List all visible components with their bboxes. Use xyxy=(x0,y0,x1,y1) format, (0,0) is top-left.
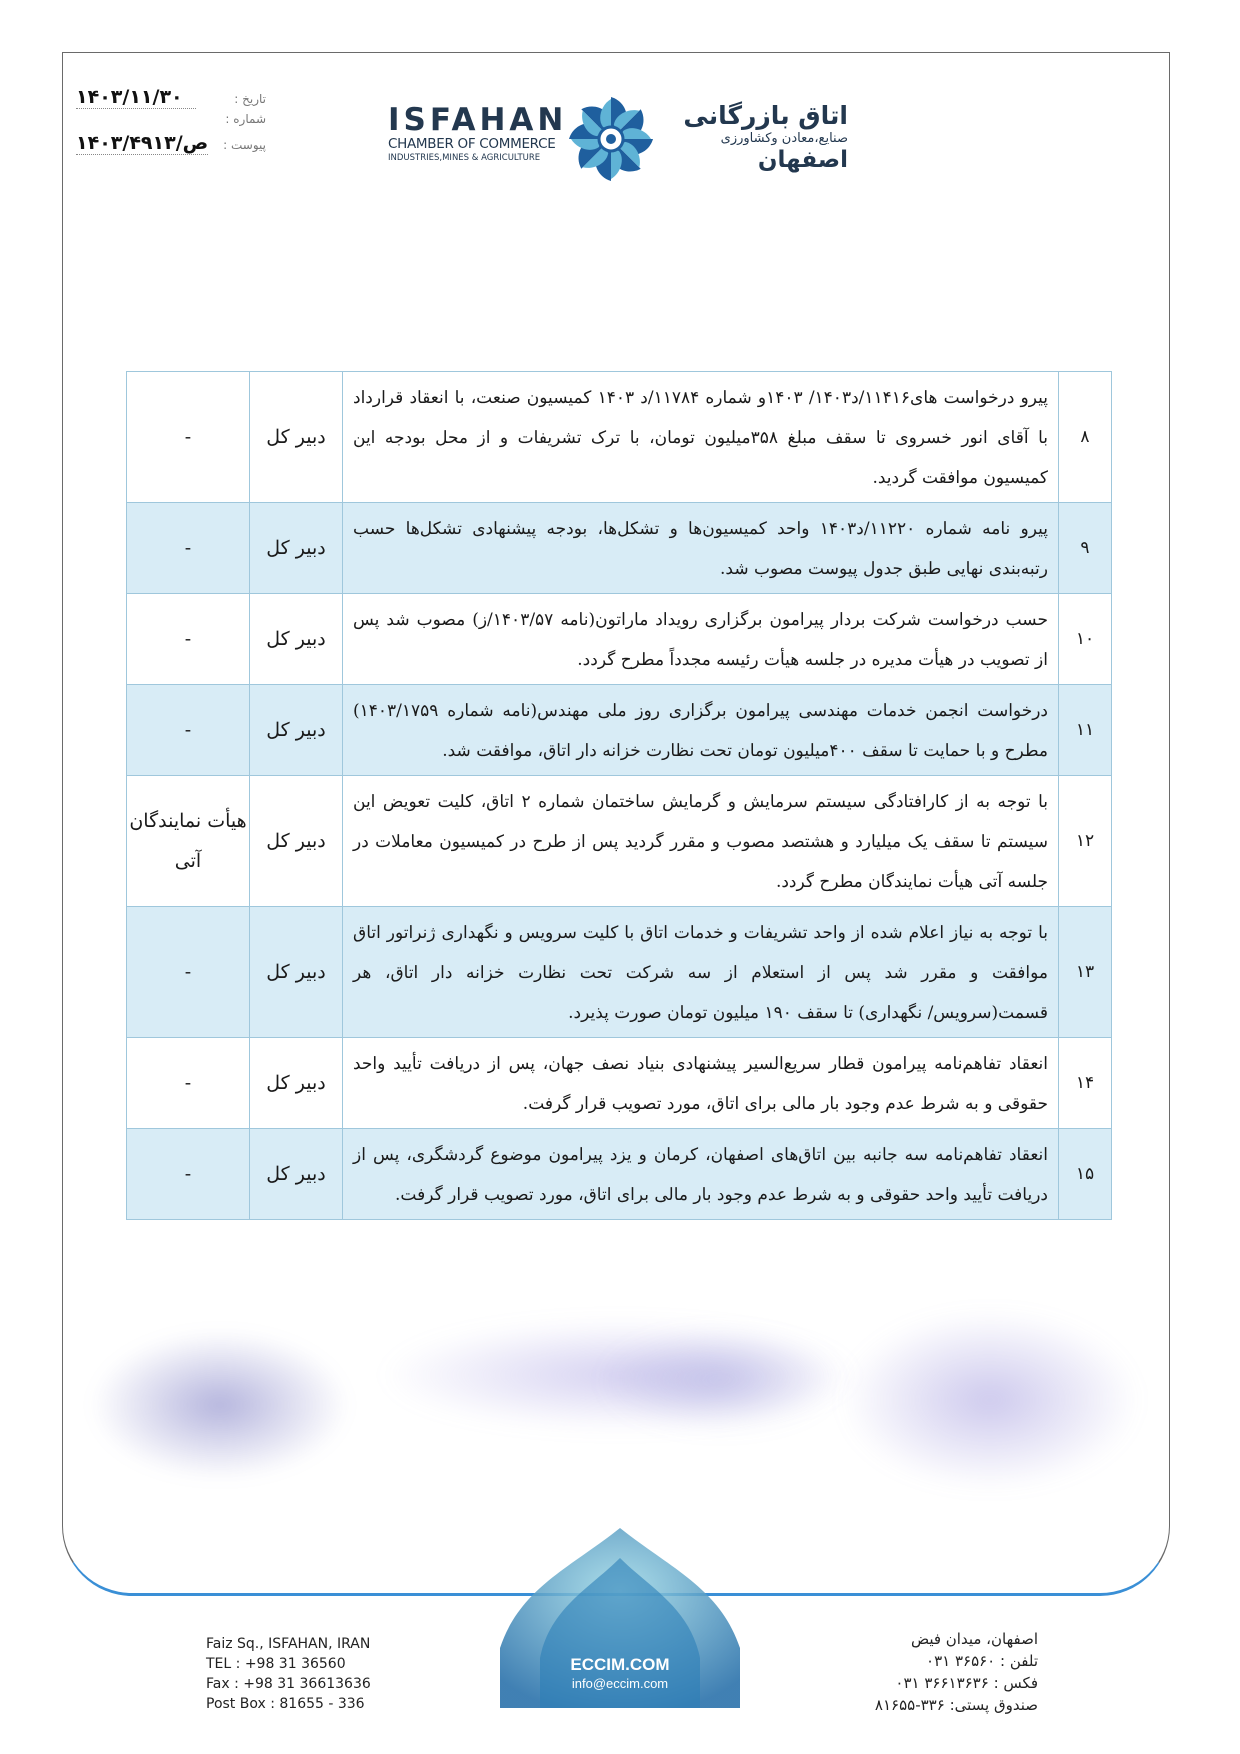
resolutions-table xyxy=(126,371,1112,1220)
row-text: انعقاد تفاهم‌نامه سه جانبه بین اتاق‌های اصفهان، کرمان و یزد پیرامون موضوع گردشگری، پس از دریافت تأیید واحد حقوقی و به شرط عدم وجود بار مالی برای اتاق، مورد تصویب قرار گرفت. xyxy=(343,1129,1059,1220)
number-row xyxy=(76,112,266,132)
logo-en-title: ISFAHAN xyxy=(388,102,568,138)
row-number: ۱۱ xyxy=(1059,685,1112,776)
footer-site: ECCIM.COM xyxy=(570,1655,670,1674)
row-text: پیرو نامه شماره ۱۱۲۲۰/د۱۴۰۳ واحد کمیسیون‌ها و تشکل‌ها، بودجه پیشنهادی تشکل‌ها حسب رتبه‌بندی نهایی طبق جدول پیوست مصوب شد. xyxy=(343,503,1059,594)
row-responsible: دبیر کل xyxy=(250,503,343,594)
row-number: ۱۲ xyxy=(1059,776,1112,907)
row-note: - xyxy=(127,503,250,594)
table-row xyxy=(127,907,1112,1038)
footer-fa-fax: ۰۳۱ ۳۶۶۱۳۶۳۶ xyxy=(895,1674,989,1692)
footer-en-pobox: Post Box : 81655 - 336 xyxy=(206,1696,365,1712)
footer-en-address: Faiz Sq., ISFAHAN, IRAN xyxy=(206,1636,371,1652)
row-note: - xyxy=(127,1038,250,1129)
row-responsible: دبیر کل xyxy=(250,1129,343,1220)
logo-persian xyxy=(668,102,848,173)
row-responsible: دبیر کل xyxy=(250,685,343,776)
date-row xyxy=(76,86,266,112)
row-text: پیرو درخواست های۱۱۴۱۶/د۱۴۰۳/ ۱۴۰۳و شماره ۱۱۷۸۴/د ۱۴۰۳ کمیسیون صنعت، با انعقاد قرارداد با آقای انور خسروی تا سقف مبلغ ۳۵۸میلیون تومان، با ترک تشریفات و از محل بودجه این کمیسیون موافقت گردید. xyxy=(343,372,1059,503)
footer-fa-tel-row xyxy=(818,1650,1038,1672)
footer-emblem xyxy=(500,1528,740,1708)
table-row xyxy=(127,594,1112,685)
footer-fa-pobox-row xyxy=(818,1694,1038,1716)
logo-en-subtitle: CHAMBER OF COMMERCE xyxy=(388,136,556,152)
date-label: تاریخ : xyxy=(234,92,266,106)
row-text: با توجه به از کارافتادگی سیستم سرمایش و گرمایش ساختمان شماره ۲ اتاق، کلیت تعویض این سیستم تا سقف یک میلیارد و هشتصد مصوب و مقرر گردید پس از طرح در کمیسیون معاملات در جلسه آتی هیأت نمایندگان مطرح گردد. xyxy=(343,776,1059,907)
footer-fa-fax-row xyxy=(818,1672,1038,1694)
table-row xyxy=(127,685,1112,776)
date-value: ۱۴۰۳/۱۱/۳۰ xyxy=(76,86,196,109)
table-row xyxy=(127,372,1112,503)
row-number: ۱۰ xyxy=(1059,594,1112,685)
footer-english-contact xyxy=(206,1634,371,1714)
number-value: ۱۴۰۳/ص/۴۹۱۳ xyxy=(76,132,209,154)
row-text: حسب درخواست شرکت بردار پیرامون برگزاری رویداد ماراتون(نامه ۱۴۰۳/۵۷/ز) مصوب شد پس از تصویب در هیأت مدیره در جلسه هیأت رئیسه مجدداً مطرح گردد. xyxy=(343,594,1059,685)
row-number: ۱۴ xyxy=(1059,1038,1112,1129)
row-number: ۹ xyxy=(1059,503,1112,594)
row-responsible: دبیر کل xyxy=(250,907,343,1038)
logo-fa-subtitle: صنایع،معادن وکشاورزی xyxy=(720,131,848,146)
table-row xyxy=(127,776,1112,907)
row-note: - xyxy=(127,372,250,503)
footer-persian-contact xyxy=(818,1628,1038,1716)
footer-email: info@eccim.com xyxy=(571,1676,669,1691)
logo-en-tagline: INDUSTRIES,MINES & AGRICULTURE xyxy=(388,153,541,163)
row-number: ۱۳ xyxy=(1059,907,1112,1038)
blurred-signature-3 xyxy=(600,1330,840,1430)
footer-fa-fax-label: فکس : xyxy=(993,1674,1038,1692)
row-note: - xyxy=(127,907,250,1038)
logo-fa-title: اتاق بازرگانی xyxy=(683,101,848,130)
footer-fa-tel: ۰۳۱ ۳۶۵۶۰ xyxy=(926,1652,996,1670)
footer-en-tel: TEL : +98 31 36560 xyxy=(206,1656,346,1672)
row-text: انعقاد تفاهم‌نامه پیرامون قطار سریع‌السیر پیشنهادی بنیاد نصف جهان، پس از دریافت تأیید واحد حقوقی و به شرط عدم وجود بار مالی برای اتاق، مورد تصویب قرار گرفت. xyxy=(343,1038,1059,1129)
footer-fa-pobox-label: صندوق پستی: xyxy=(949,1696,1038,1714)
row-number: ۸ xyxy=(1059,372,1112,503)
row-note: - xyxy=(127,594,250,685)
table-row xyxy=(127,1129,1112,1220)
footer-fa-address: اصفهان، میدان فیض xyxy=(910,1630,1038,1648)
attachment-label: پیوست : xyxy=(223,138,266,152)
row-note: - xyxy=(127,1129,250,1220)
row-number: ۱۵ xyxy=(1059,1129,1112,1220)
table-row xyxy=(127,1038,1112,1129)
attachment-row xyxy=(76,132,266,158)
row-responsible: دبیر کل xyxy=(250,372,343,503)
chamber-logo-icon xyxy=(566,94,656,184)
letter-meta xyxy=(76,86,266,158)
number-label: شماره : xyxy=(225,112,266,126)
logo-fa-city: اصفهان xyxy=(757,147,848,173)
row-text: درخواست انجمن خدمات مهندسی پیرامون برگزاری روز ملی مهندس(نامه شماره ۱۴۰۳/۱۷۵۹) مطرح و با حمایت تا سقف ۴۰۰میلیون تومان تحت نظارت خزانه دار اتاق، موافقت شد. xyxy=(343,685,1059,776)
footer-fa-tel-label: تلفن : xyxy=(1000,1652,1038,1670)
row-note: - xyxy=(127,685,250,776)
row-responsible: دبیر کل xyxy=(250,776,343,907)
row-note: هیأت نمایندگان آتی xyxy=(127,776,250,907)
blurred-signature-2 xyxy=(840,1310,1140,1490)
row-text: با توجه به نیاز اعلام شده از واحد تشریفات و خدمات اتاق با کلیت سرویس و نگهداری ژنراتور اتاق موافقت و مقرر شد پس از استعلام از سه شرکت تحت نظارت خزانه دار اتاق، هر قسمت(سرویس/ نگهداری) تا سقف ۱۹۰ میلیون تومان صورت پذیرد. xyxy=(343,907,1059,1038)
row-responsible: دبیر کل xyxy=(250,594,343,685)
blurred-signature xyxy=(90,1330,350,1480)
logo-english xyxy=(388,104,566,164)
table-row xyxy=(127,503,1112,594)
row-responsible: دبیر کل xyxy=(250,1038,343,1129)
footer-en-fax: Fax : +98 31 36613636 xyxy=(206,1676,371,1692)
footer-fa-pobox: ۸۱۶۵۵-۳۳۶ xyxy=(874,1696,945,1714)
